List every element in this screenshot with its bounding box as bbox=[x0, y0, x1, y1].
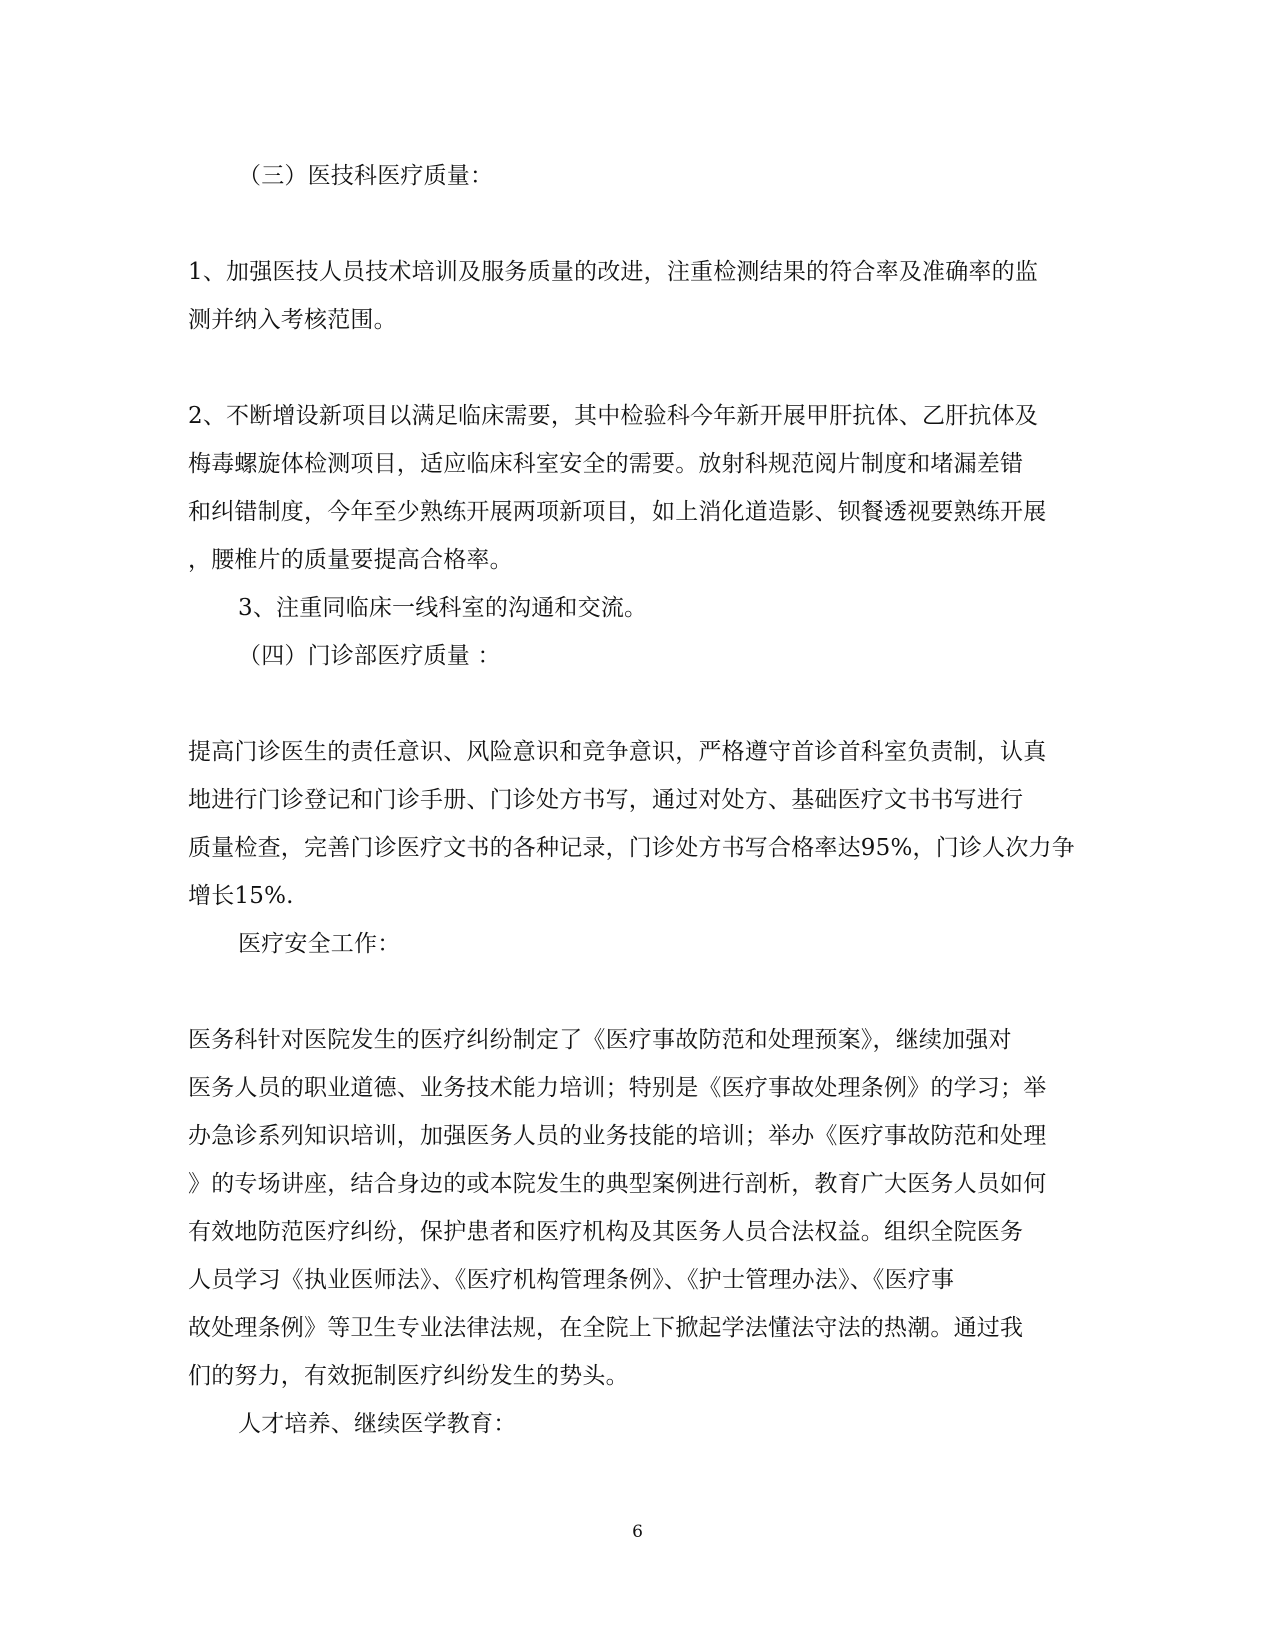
paragraph-heading-4 bbox=[188, 632, 1088, 680]
text-line: 梅毒螺旋体检测项目，适应临床科室安全的需要。放射科规范阅片制度和堵漏差错 bbox=[188, 451, 1024, 477]
text-line: 有效地防范医疗纠纷，保护患者和医疗机构及其医务人员合法权益。组织全院医务 bbox=[188, 1219, 1024, 1245]
text-line: 提高门诊医生的责任意识、风险意识和竞争意识，严格遵守首诊首科室负责制，认真 bbox=[188, 739, 1047, 765]
paragraph-heading-talent bbox=[188, 1400, 1088, 1448]
paragraph-outpatient bbox=[188, 728, 1088, 920]
paragraph-item-3 bbox=[188, 584, 1088, 632]
text-line: 故处理条例》等卫生专业法律法规，在全院上下掀起学法懂法守法的热潮。通过我 bbox=[188, 1315, 1024, 1341]
page-number: 6 bbox=[632, 1522, 643, 1542]
text-line: 地进行门诊登记和门诊手册、门诊处方书写，通过对处方、基础医疗文书书写进行 bbox=[188, 787, 1024, 813]
paragraph-item-1 bbox=[188, 248, 1088, 344]
text-line: （四）门诊部医疗质量 ： bbox=[238, 643, 501, 669]
paragraph-safety bbox=[188, 1016, 1088, 1400]
text-line: 办急诊系列知识培训，加强医务人员的业务技能的培训；举办《医疗事故防范和处理 bbox=[188, 1123, 1047, 1149]
text-line: 人员学习《执业医师法》、《医疗机构管理条例》、《护士管理办法》、《医疗事 bbox=[188, 1267, 955, 1293]
text-line: 们的努力，有效扼制医疗纠纷发生的势头。 bbox=[188, 1363, 629, 1389]
text-line: 人才培养、继续医学教育： bbox=[238, 1411, 517, 1437]
text-line: 医务科针对医院发生的医疗纠纷制定了《医疗事故防范和处理预案》，继续加强对 bbox=[188, 1027, 1012, 1053]
document-body bbox=[188, 152, 1088, 1448]
text-line: 2、不断增设新项目以满足临床需要，其中检验科今年新开展甲肝抗体、乙肝抗体及 bbox=[188, 403, 1039, 429]
paragraph-item-2 bbox=[188, 392, 1088, 584]
text-line: 质量检查，完善门诊医疗文书的各种记录，门诊处方书写合格率达95%，门诊人次力争 bbox=[188, 835, 1075, 861]
text-line: 1、加强医技人员技术培训及服务质量的改进，注重检测结果的符合率及准确率的监 bbox=[188, 259, 1039, 285]
text-line: ，腰椎片的质量要提高合格率。 bbox=[188, 547, 513, 573]
text-line: 医务人员的职业道德、业务技术能力培训；特别是《医疗事故处理条例》的学习；举 bbox=[188, 1075, 1047, 1101]
text-line: 3、注重同临床一线科室的沟通和交流。 bbox=[238, 595, 648, 621]
text-line: 增长15%. bbox=[188, 883, 294, 909]
text-line: 测并纳入考核范围。 bbox=[188, 307, 397, 333]
paragraph-heading-3 bbox=[188, 152, 1088, 200]
text-line: 和纠错制度，今年至少熟练开展两项新项目，如上消化道造影、钡餐透视要熟练开展 bbox=[188, 499, 1047, 525]
text-line: 》的专场讲座，结合身边的或本院发生的典型案例进行剖析，教育广大医务人员如何 bbox=[188, 1171, 1047, 1197]
text-line: 医疗安全工作： bbox=[238, 931, 401, 957]
text-line: （三）医技科医疗质量： bbox=[238, 163, 494, 189]
paragraph-heading-safety bbox=[188, 920, 1088, 968]
